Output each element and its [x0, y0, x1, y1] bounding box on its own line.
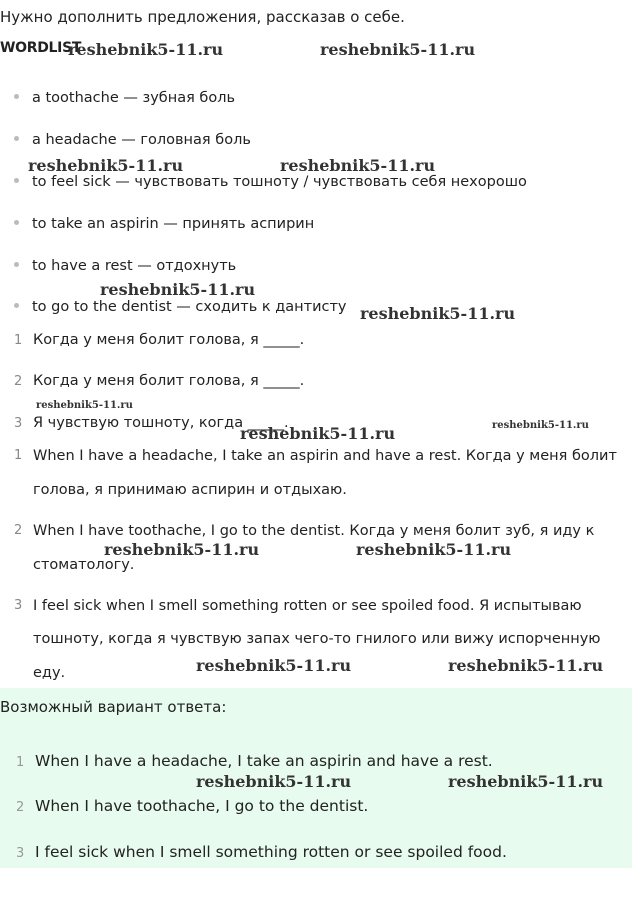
watermark: reshebnik5-11.ru [68, 40, 224, 59]
possible-answer-item: 3 I feel sick when I smell something rotten or see spoiled food. [16, 843, 507, 861]
bullet-icon [14, 94, 19, 99]
list-item: a headache — головная боль [14, 132, 251, 148]
list-item: to go to the dentist — сходить к дантисту [14, 299, 347, 315]
watermark: reshebnik5-11.ru [196, 772, 352, 791]
wordlist-title: WORDLIST [0, 40, 82, 56]
intro-text: Нужно дополнить предложения, рассказав о себе. [0, 8, 405, 26]
task-item: 1 Когда у меня болит голова, я _____. [14, 332, 305, 348]
watermark: reshebnik5-11.ru [100, 280, 256, 299]
watermark: reshebnik5-11.ru [360, 304, 516, 323]
watermark: reshebnik5-11.ru [448, 656, 604, 675]
list-item: to feel sick — чувствовать тошноту / чувствовать себя нехорошо [14, 174, 527, 190]
watermark: reshebnik5-11.ru [196, 656, 352, 675]
watermark: reshebnik5-11.ru [104, 540, 260, 559]
watermark: reshebnik5-11.ru [320, 40, 476, 59]
task-item: 3 Я чувствую тошноту, когда _____. [14, 415, 289, 431]
watermark: reshebnik5-11.ru [36, 400, 133, 411]
bullet-icon [14, 136, 19, 141]
possible-answer-item: 2 When I have toothache, I go to the dentist. [16, 797, 369, 815]
watermark: reshebnik5-11.ru [448, 772, 604, 791]
watermark: reshebnik5-11.ru [356, 540, 512, 559]
bullet-icon [14, 220, 19, 225]
watermark: reshebnik5-11.ru [28, 156, 184, 175]
bullet-icon [14, 303, 19, 308]
possible-answer-title: Возможный вариант ответа: [0, 698, 227, 716]
watermark: reshebnik5-11.ru [240, 424, 396, 443]
list-item: to take an aspirin — принять аспирин [14, 216, 314, 232]
bullet-icon [14, 262, 19, 267]
list-item: to have a rest — отдохнуть [14, 258, 236, 274]
task-item: 2 Когда у меня болит голова, я _____. [14, 373, 305, 389]
watermark: reshebnik5-11.ru [492, 420, 589, 431]
bullet-icon [14, 178, 19, 183]
watermark: reshebnik5-11.ru [280, 156, 436, 175]
list-item: a toothache — зубная боль [14, 90, 235, 106]
possible-answer-item: 1 When I have a headache, I take an aspirin and have a rest. [16, 752, 493, 770]
